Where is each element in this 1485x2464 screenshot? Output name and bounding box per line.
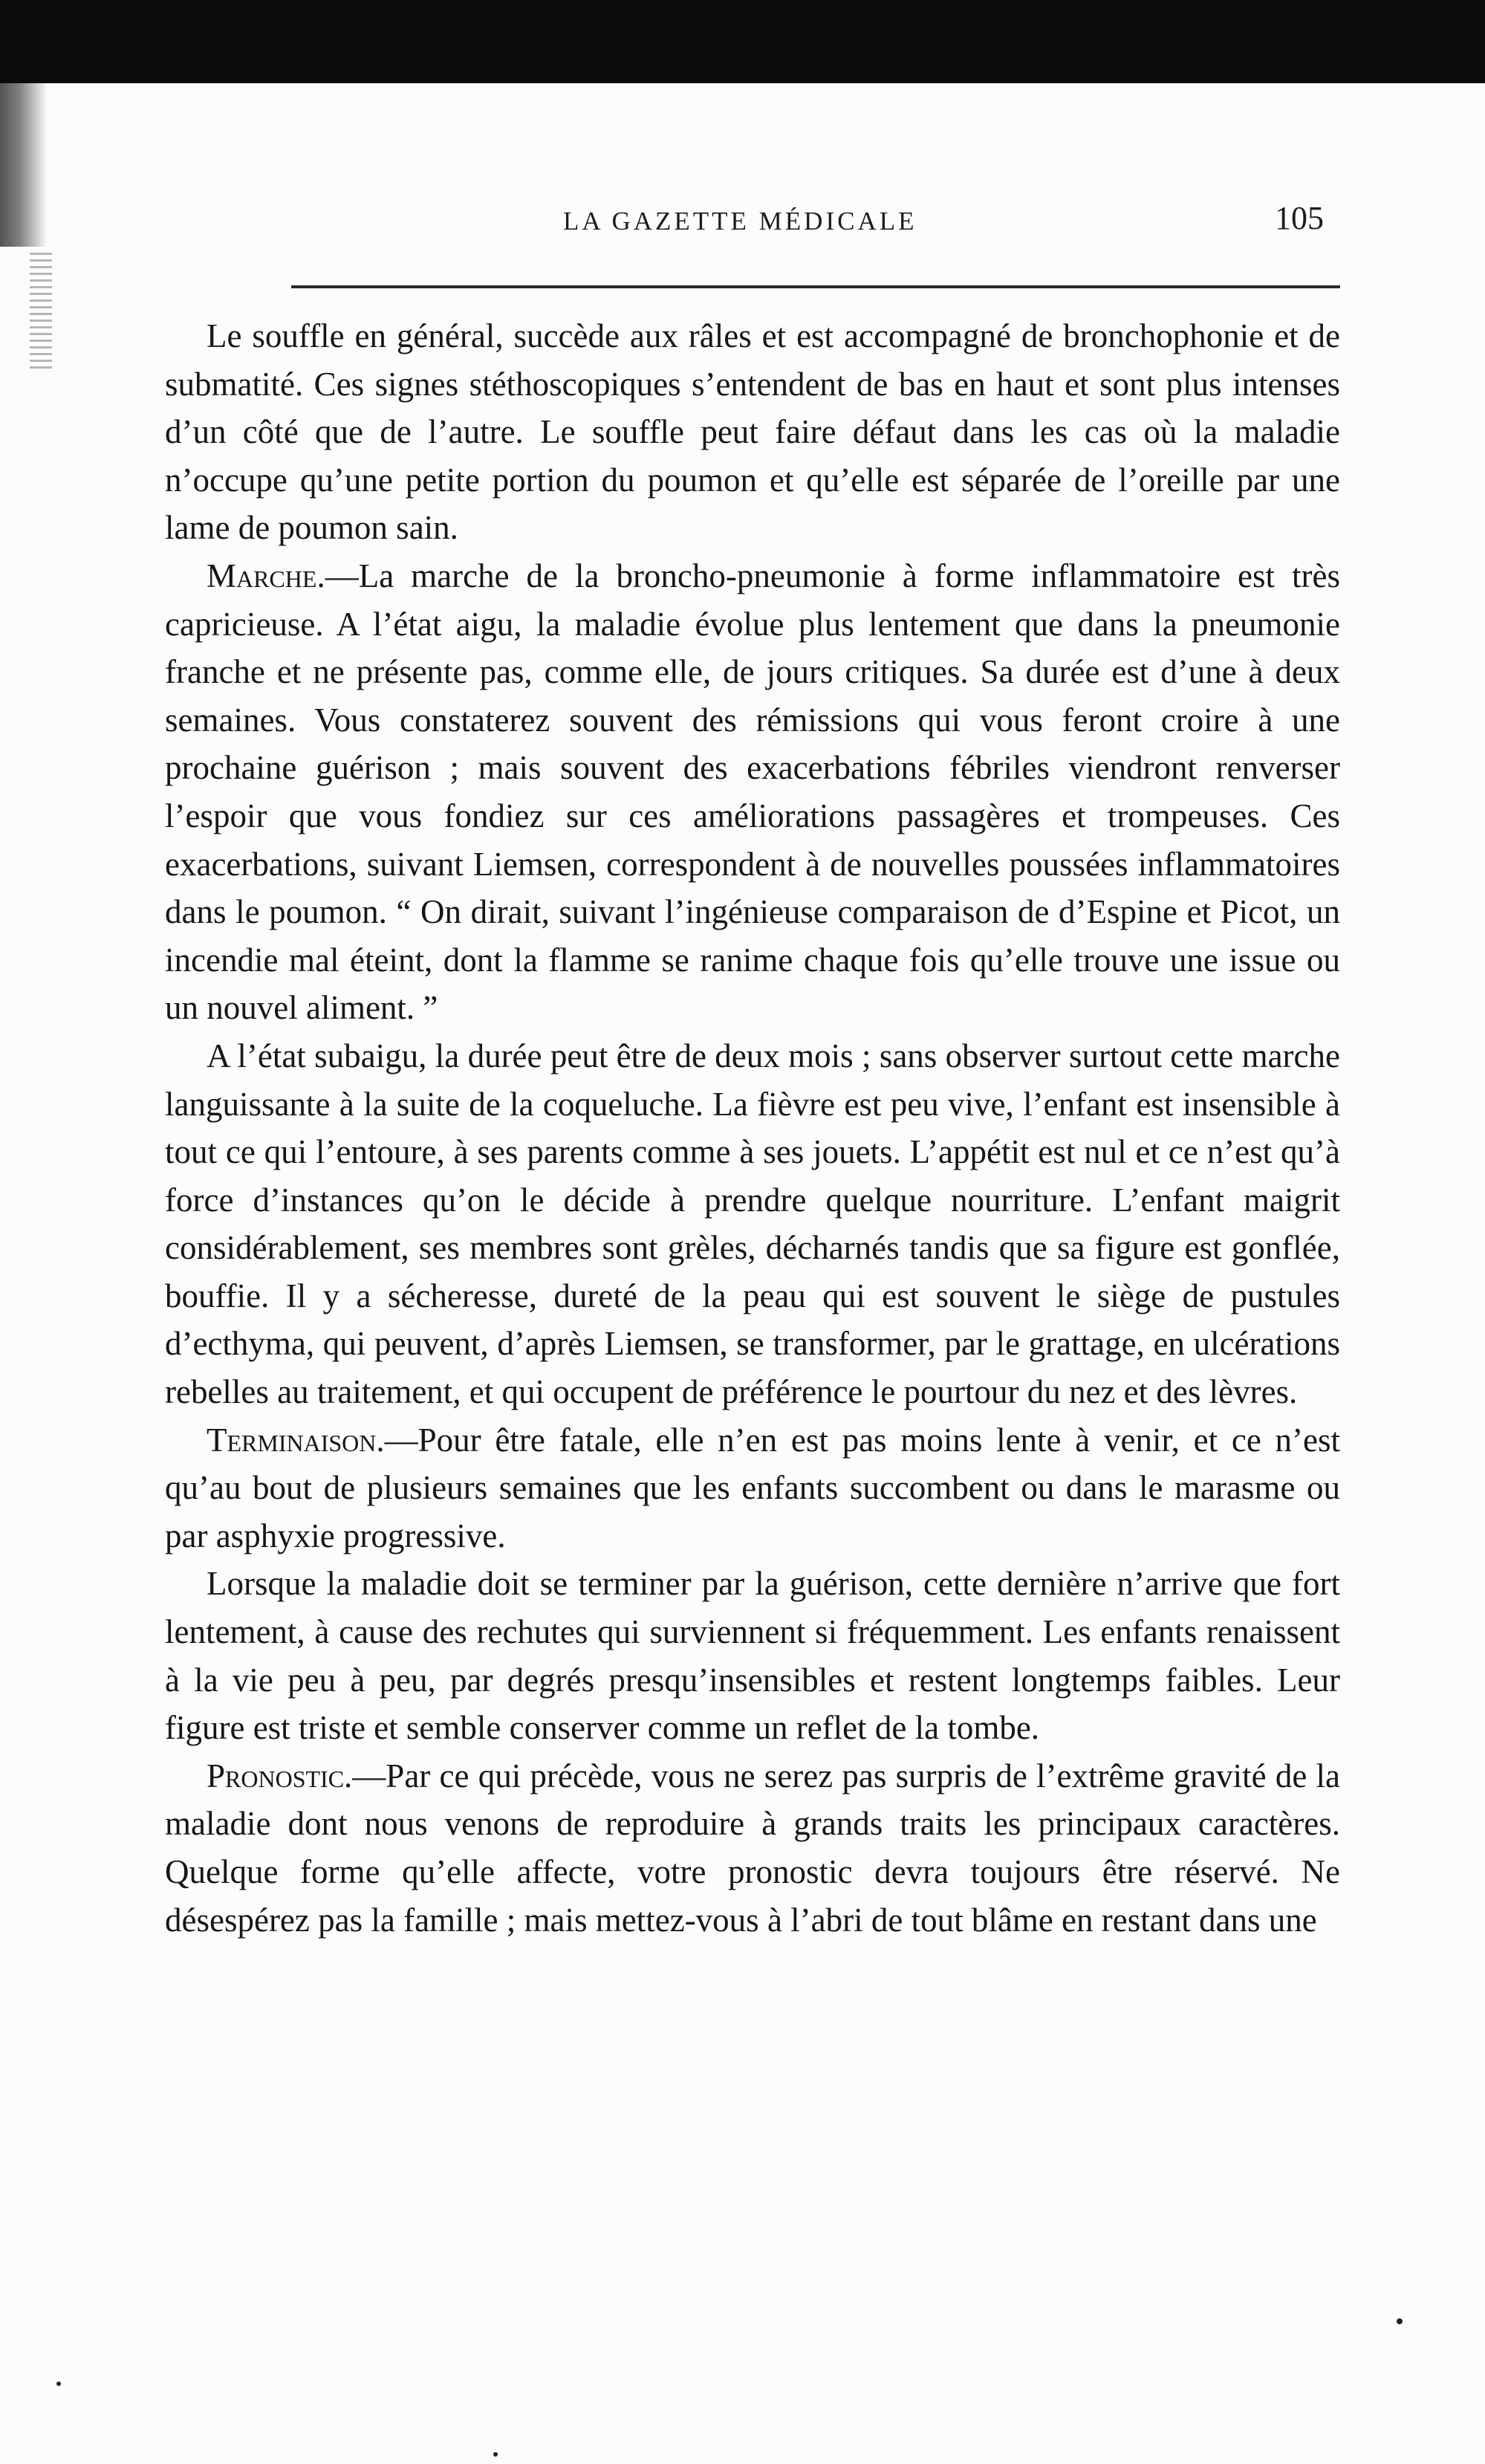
section-heading: Pronostic. — [207, 1757, 353, 1794]
scan-border-left — [0, 83, 48, 247]
paragraph-text: Le souffle en général, succède aux râles et est accompagné de bronchophonie et de submatité. Ces signes stéthoscopiques s’entendent de bas en haut et sont plus intenses d’un côté que de l’autre. Le souffle peut faire défaut dans les cas où la maladie n’occupe qu’une petite portion du poumon et qu’elle est séparée de l’oreille par une lame de poumon sain. — [165, 317, 1340, 547]
section-heading: Marche. — [207, 557, 325, 594]
paragraph — [165, 1752, 1340, 1944]
paragraph-text: —La marche de la broncho-pneumonie à forme inflammatoire est très capricieuse. A l’état aigu, la maladie évolue plus lentement que dans la pneumonie franche et ne présente pas, comme elle, de jours critiques. Sa durée est d’une à deux semaines. Vous constaterez souvent des rémissions qui vous feront croire à une prochaine guérison ; mais souvent des exacerbations fébriles viendront renverser l’espoir que vous fondiez sur ces améliorations passagères et trompeuses. Ces exacerbations, suivant Liemsen, correspondent à de nouvelles poussées inflammatoires dans le poumon. “ On dirait, suivant l’ingénieuse comparaison de d’Espine et Picot, un incendie mal éteint, dont la flamme se ranime chaque fois qu’elle trouve une issue ou un nouvel aliment. ” — [165, 557, 1340, 1027]
scan-border-top — [0, 0, 1485, 83]
page-number: 105 — [1275, 200, 1324, 236]
paragraph — [165, 1416, 1340, 1560]
paragraph-text: Lorsque la maladie doit se terminer par la guérison, cette dernière n’arrive que fort lentement, à cause des rechutes qui surviennent si fréquemment. Les enfants renaissent à la vie peu à peu, par degrés presqu’insensibles et restent longtemps faibles. Leur figure est triste et semble conserver comme un reflet de la tombe. — [165, 1565, 1340, 1747]
header-rule — [291, 285, 1340, 288]
ink-speck — [56, 2382, 61, 2386]
paragraph-text: A l’état subaigu, la durée peut être de deux mois ; sans observer surtout cette marche languissante à la suite de la coqueluche. La fièvre est peu vive, l’enfant est insensible à tout ce qui l’entoure, à ses parents comme à ses jouets. L’appétit est nul et ce n’est qu’à force d’instances qu’on le décide à prendre quelque nourriture. L’enfant maigrit considérablement, ses membres sont grèles, décharnés tandis que sa figure est gonflée, bouffie. Il y a sécheresse, dureté de la peau qui est souvent le siège de pustules d’ecthyma, qui peuvent, d’après Liemsen, se transformer, par le grattage, en ulcérations rebelles au traitement, et qui occupent de préférence le pourtour du nez et des lèvres. — [165, 1037, 1340, 1411]
paragraph — [165, 552, 1340, 1032]
paragraph — [165, 312, 1340, 552]
paragraph-text: —Pour être fatale, elle n’en est pas moins lente à venir, et ce n’est qu’au bout de plusieurs semaines que les enfants succombent ou dans le marasme ou par asphyxie progressive. — [165, 1421, 1340, 1554]
ink-speck — [1397, 2318, 1403, 2324]
section-heading: Terminaison. — [207, 1421, 385, 1459]
paragraph — [165, 1032, 1340, 1416]
paragraph — [165, 1560, 1340, 1751]
ink-speck — [493, 2452, 498, 2457]
running-title: LA GAZETTE MÉDICALE — [563, 207, 917, 236]
body-text — [165, 312, 1340, 1944]
paragraph-text: —Par ce qui précède, vous ne serez pas surpris de l’extrême gravité de la maladie dont nous venons de reproduire à grands traits les principaux caractères. Quelque forme qu’elle affecte, votre pronostic devra toujours être réservé. Ne désespérez pas la famille ; mais mettez-vous à l’abri de tout blâme en restant dans une — [165, 1757, 1340, 1939]
scan-edge-artifact — [30, 253, 52, 372]
